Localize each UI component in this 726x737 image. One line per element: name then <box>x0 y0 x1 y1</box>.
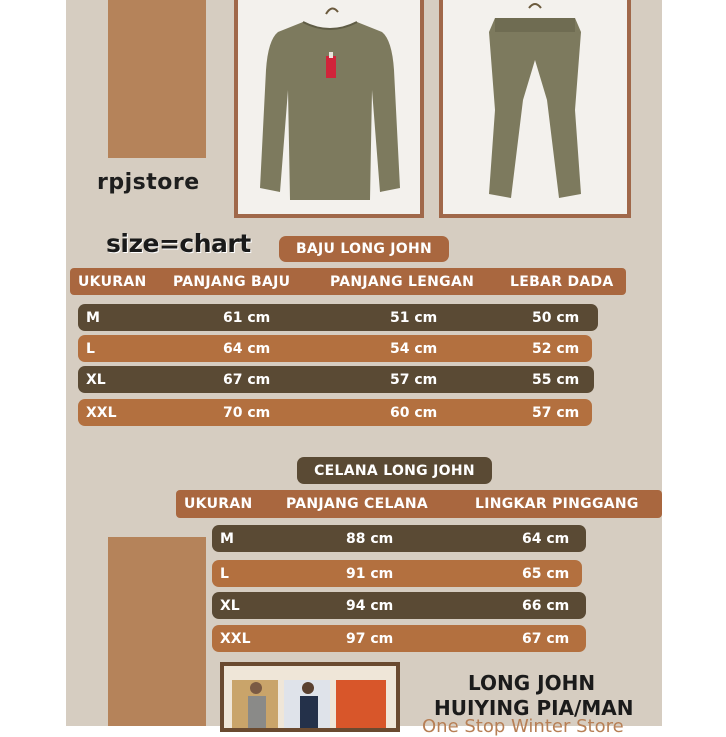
cell-shirt-length: 67 cm <box>223 371 271 388</box>
header-shirt-length: PANJANG BAJU <box>173 273 291 290</box>
table-row <box>78 366 594 393</box>
cell-waist: 66 cm <box>522 597 570 614</box>
cell-size: M <box>220 530 234 547</box>
decorative-block-top <box>108 0 206 158</box>
store-name: rpjstore <box>97 170 200 195</box>
cell-shirt-length: 70 cm <box>223 404 271 421</box>
product-title-line2: HUIYING PIA/MAN <box>434 696 634 720</box>
table-row <box>212 525 586 552</box>
shirt-header-row <box>70 268 626 295</box>
cell-pants-length: 94 cm <box>346 597 394 614</box>
shirt-photo[interactable] <box>234 0 424 218</box>
cell-chest-width: 57 cm <box>532 404 580 421</box>
cell-waist: 64 cm <box>522 530 570 547</box>
cell-shirt-length: 61 cm <box>223 309 271 326</box>
cell-pants-length: 97 cm <box>346 630 394 647</box>
cell-size: L <box>86 340 95 357</box>
cell-chest-width: 55 cm <box>532 371 580 388</box>
table-row <box>78 304 598 331</box>
product-panel <box>66 0 662 737</box>
cell-waist: 67 cm <box>522 630 570 647</box>
pants-header-row <box>176 490 662 518</box>
package-photo[interactable] <box>220 662 400 732</box>
cell-size: M <box>86 309 100 326</box>
package-illustration <box>224 666 396 728</box>
size-chart-heading: size=chart <box>106 229 251 258</box>
table-row <box>78 399 592 426</box>
cell-size: XXL <box>86 404 117 421</box>
cell-sleeve-length: 60 cm <box>390 404 438 421</box>
cell-chest-width: 52 cm <box>532 340 580 357</box>
shirt-table-tag: BAJU LONG JOHN <box>279 236 449 262</box>
cell-size: XL <box>86 371 106 388</box>
pants-illustration <box>443 0 627 214</box>
cell-chest-width: 50 cm <box>532 309 580 326</box>
cell-shirt-length: 64 cm <box>223 340 271 357</box>
cell-size: L <box>220 565 229 582</box>
table-row <box>212 625 586 652</box>
header-size: UKURAN <box>184 496 253 512</box>
header-waist: LINGKAR PINGGANG <box>475 496 639 512</box>
cell-size: XL <box>220 597 240 614</box>
table-row <box>212 560 582 587</box>
product-title-line1: LONG JOHN <box>468 671 596 695</box>
header-pants-length: PANJANG CELANA <box>286 496 428 512</box>
cell-size: XXL <box>220 630 251 647</box>
cell-sleeve-length: 57 cm <box>390 371 438 388</box>
table-row <box>212 592 586 619</box>
shirt-illustration <box>238 0 420 214</box>
pants-table-tag: CELANA LONG JOHN <box>297 457 492 484</box>
header-chest-width: LEBAR DADA <box>510 273 614 290</box>
table-row <box>78 335 592 362</box>
cell-sleeve-length: 54 cm <box>390 340 438 357</box>
header-sleeve-length: PANJANG LENGAN <box>330 273 475 290</box>
cell-pants-length: 91 cm <box>346 565 394 582</box>
cell-pants-length: 88 cm <box>346 530 394 547</box>
pants-photo[interactable] <box>439 0 631 218</box>
cell-waist: 65 cm <box>522 565 570 582</box>
decorative-block-bottom <box>108 537 206 726</box>
product-subtitle: One Stop Winter Store <box>422 716 624 737</box>
cell-sleeve-length: 51 cm <box>390 309 438 326</box>
header-size: UKURAN <box>78 273 147 290</box>
